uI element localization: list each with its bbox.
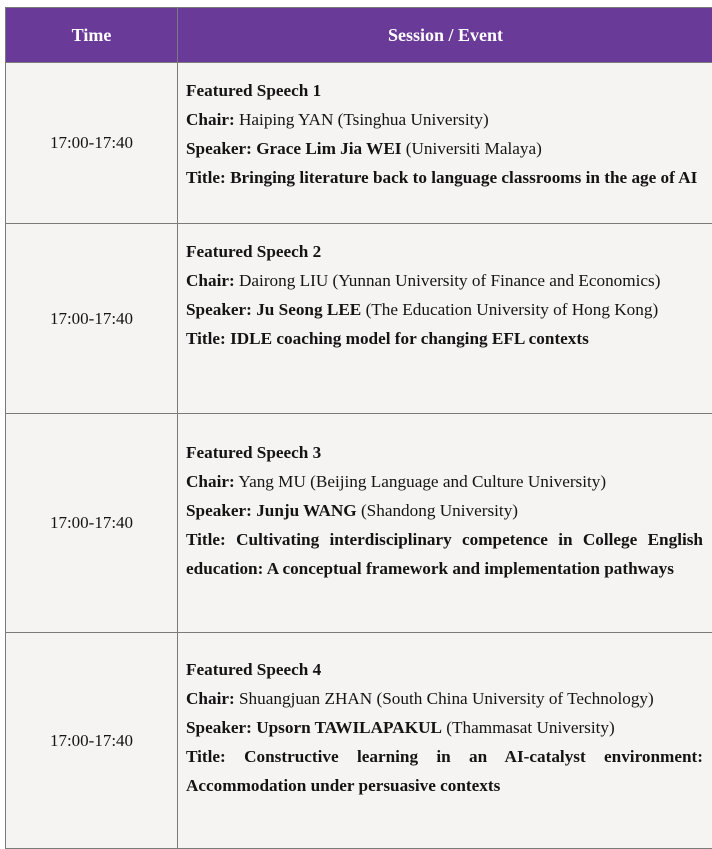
speaker-name: Ju Seong LEE (256, 300, 361, 319)
title-line (186, 525, 703, 583)
chair-value: Haiping YAN (Tsinghua University) (239, 110, 489, 129)
chair-line (186, 684, 703, 713)
speaker-line (186, 713, 703, 742)
header-row (6, 8, 712, 63)
chair-line (186, 266, 703, 295)
title-label: Title: (186, 747, 226, 766)
session-heading: Featured Speech 2 (186, 237, 703, 266)
session-cell (178, 633, 712, 849)
table-row (6, 633, 712, 849)
speaker-affiliation: (The Education University of Hong Kong) (366, 300, 659, 319)
title-value: Constructive learning in an AI-catalyst environment: Accommodation under persuasive contexts (186, 747, 703, 795)
session-cell (178, 414, 712, 633)
title-value: Cultivating interdisciplinary competence in College English education: A conceptual framework and implementation pathways (186, 530, 703, 578)
speaker-name: Junju WANG (256, 501, 356, 520)
table-row (6, 224, 712, 414)
speaker-label: Speaker: (186, 501, 252, 520)
title-value: Bringing literature back to language classrooms in the age of AI (230, 168, 697, 187)
time-cell: 17:00-17:40 (6, 63, 178, 224)
title-label: Title: (186, 168, 226, 187)
chair-line (186, 467, 703, 496)
speaker-line (186, 134, 703, 163)
session-heading: Featured Speech 1 (186, 76, 703, 105)
speaker-affiliation: (Shandong University) (361, 501, 518, 520)
speaker-line (186, 295, 703, 324)
title-line (186, 163, 703, 192)
chair-label: Chair: (186, 110, 235, 129)
header-session: Session / Event (178, 8, 712, 63)
speaker-label: Speaker: (186, 139, 252, 158)
time-cell: 17:00-17:40 (6, 224, 178, 414)
table-row (6, 414, 712, 633)
session-cell (178, 224, 712, 414)
chair-line (186, 105, 703, 134)
chair-value: Dairong LIU (Yunnan University of Finance and Economics) (239, 271, 660, 290)
speaker-line (186, 496, 703, 525)
schedule-table (5, 7, 712, 849)
chair-label: Chair: (186, 689, 235, 708)
title-value: IDLE coaching model for changing EFL contexts (230, 329, 589, 348)
title-line (186, 742, 703, 800)
title-label: Title: (186, 329, 226, 348)
chair-label: Chair: (186, 271, 235, 290)
speaker-affiliation: (Thammasat University) (446, 718, 615, 737)
chair-value: Shuangjuan ZHAN (South China University of Technology) (239, 689, 654, 708)
session-heading: Featured Speech 4 (186, 655, 703, 684)
header-time: Time (6, 8, 178, 63)
table-row (6, 63, 712, 224)
session-cell (178, 63, 712, 224)
chair-value: Yang MU (Beijing Language and Culture University) (238, 472, 606, 491)
time-cell: 17:00-17:40 (6, 414, 178, 633)
speaker-name: Upsorn TAWILAPAKUL (256, 718, 442, 737)
title-line (186, 324, 703, 353)
speaker-name: Grace Lim Jia WEI (256, 139, 401, 158)
speaker-label: Speaker: (186, 300, 252, 319)
title-label: Title: (186, 530, 226, 549)
speaker-affiliation: (Universiti Malaya) (406, 139, 542, 158)
speaker-label: Speaker: (186, 718, 252, 737)
time-cell: 17:00-17:40 (6, 633, 178, 849)
chair-label: Chair: (186, 472, 235, 491)
session-heading: Featured Speech 3 (186, 438, 703, 467)
